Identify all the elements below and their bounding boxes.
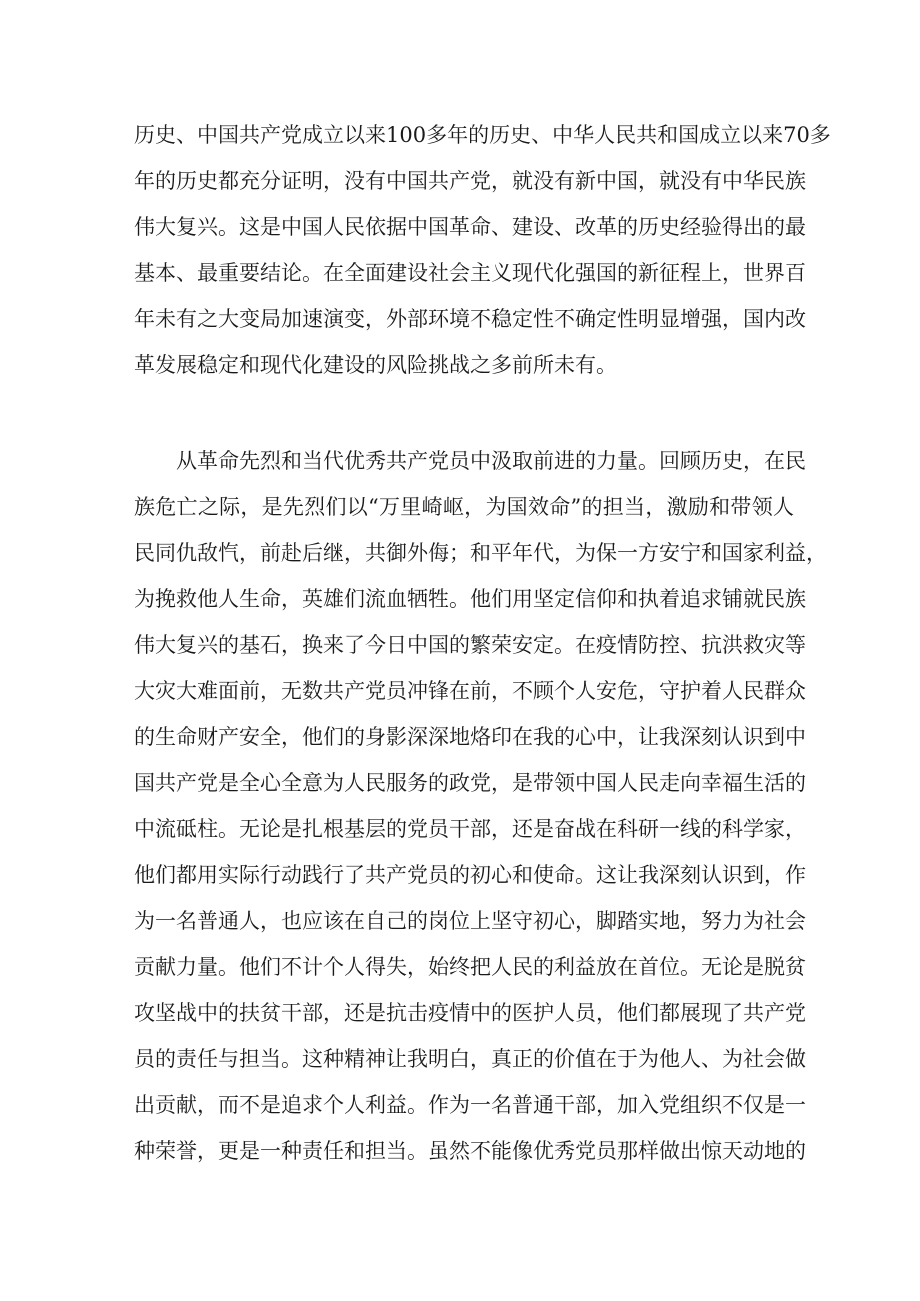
text-line: 他们都用实际行动践行了共产党员的初心和使命。这让我深刻认识到，作 <box>134 863 806 887</box>
text-line: 国共产党是全心全意为人民服务的政党，是带领中国人民走向幸福生活的 <box>134 771 806 795</box>
text-line: 大灾大难面前，无数共产党员冲锋在前，不顾个人安危，守护着人民群众 <box>134 679 806 703</box>
text-line: 族危亡之际，是先烈们以“万里崎岖，为国效命”的担当，激励和带领人 <box>134 495 794 519</box>
text-line: 为一名普通人，也应该在自己的岗位上坚守初心，脚踏实地，努力为社会 <box>134 909 806 933</box>
text-line: 中流砥柱。无论是扎根基层的党员干部，还是奋战在科研一线的科学家， <box>134 817 806 841</box>
text-line: 员的责任与担当。这种精神让我明白，真正的价值在于为他人、为社会做 <box>134 1047 806 1071</box>
text-line: 种荣誉，更是一种责任和担当。虽然不能像优秀党员那样做出惊天动地的 <box>134 1139 806 1163</box>
text-line: 为挽救他人生命，英雄们流血牺牲。他们用坚定信仰和执着追求铺就民族 <box>134 587 806 611</box>
text-line: 年的历史都充分证明，没有中国共产党，就没有新中国，就没有中华民族 <box>134 169 806 193</box>
text-line: 民同仇敌忾，前赴后继，共御外侮；和平年代，为保一方安宁和国家利益， <box>134 541 827 565</box>
text-line: 年未有之大变局加速演变，外部环境不稳定性不确定性明显增强，国内改 <box>134 307 806 331</box>
text-line: 攻坚战中的扶贫干部，还是抗击疫情中的医护人员，他们都展现了共产党 <box>134 1001 806 1025</box>
text-line: 的生命财产安全，他们的身影深深地烙印在我的心中，让我深刻认识到中 <box>134 725 806 749</box>
text-line: 伟大复兴。这是中国人民依据中国革命、建设、改革的历史经验得出的最 <box>134 215 806 239</box>
text-line: 出贡献，而不是追求个人利益。作为一名普通干部，加入党组织不仅是一 <box>134 1093 806 1117</box>
text-line: 革发展稳定和现代化建设的风险挑战之多前所未有。 <box>134 353 617 377</box>
text-line: 基本、最重要结论。在全面建设社会主义现代化强国的新征程上，世界百 <box>134 261 806 285</box>
text-line: 贡献力量。他们不计个人得失，始终把人民的利益放在首位。无论是脱贫 <box>134 955 806 979</box>
text-line: 历史、中国共产党成立以来100多年的历史、中华人民共和国成立以来70多 <box>134 123 831 147</box>
text-line: 从革命先烈和当代优秀共产党员中汲取前进的力量。回顾历史，在民 <box>176 449 806 473</box>
text-line: 伟大复兴的基石，换来了今日中国的繁荣安定。在疫情防控、抗洪救灾等 <box>134 633 806 657</box>
